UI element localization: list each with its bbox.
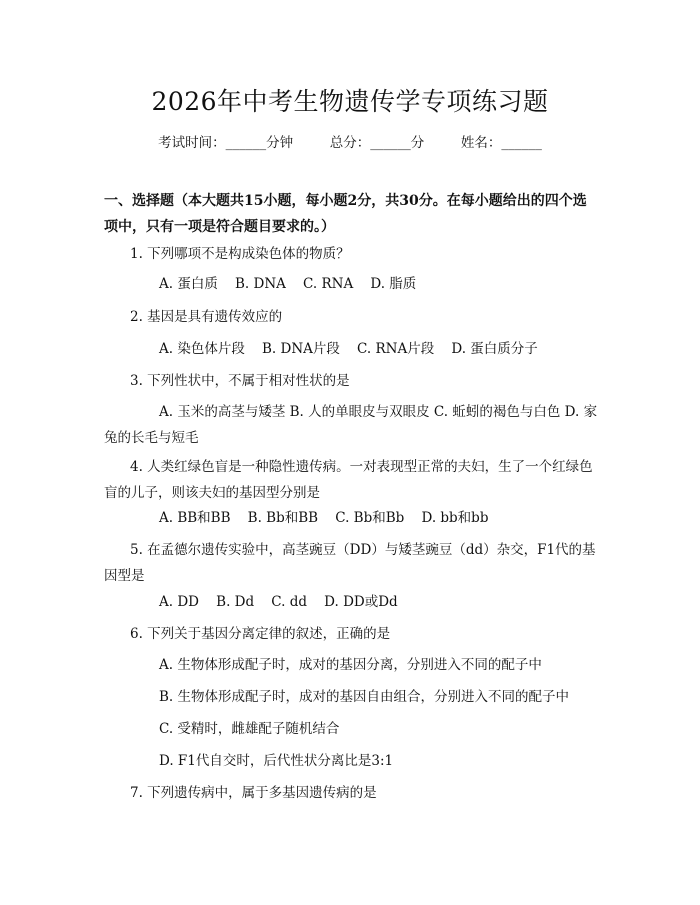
total-score: 总分：______分 (329, 135, 425, 151)
section-heading-line2: 项中，只有一项是符合题目要求的。） (104, 219, 335, 235)
exam-meta (0, 131, 700, 151)
exam-time: 考试时间：______分钟 (158, 135, 294, 151)
question-6-option-d: D. F1代自交时，后代性状分离比是3:1 (159, 753, 394, 769)
question-6-option-a: A. 生物体形成配子时，成对的基因分离，分别进入不同的配子中 (159, 657, 542, 673)
question-2: 2. 基因是具有遗传效应的 (130, 309, 283, 325)
section-heading (104, 188, 600, 240)
question-3-options: A. 玉米的高茎与矮茎 B. 人的单眼皮与双眼皮 C. 蚯蚓的褐色与白色 D. 家兔的长毛与短毛 (104, 404, 598, 446)
question-5: 5. 在孟德尔遗传实验中，高茎豌豆（DD）与矮茎豌豆（dd）杂交，F1代的基因型是 (104, 542, 596, 584)
question-5-options: A. DD B. Dd C. dd D. DD或Dd (159, 594, 398, 610)
question-7: 7. 下列遗传病中，属于多基因遗传病的是 (130, 785, 377, 801)
question-6: 6. 下列关于基因分离定律的叙述，正确的是 (130, 626, 391, 642)
question-4: 4. 人类红绿色盲是一种隐性遗传病。一对表现型正常的夫妇，生了一个红绿色盲的儿子，则该夫妇的基因型分别是 (104, 459, 593, 501)
question-2-options: A. 染色体片段 B. DNA片段 C. RNA片段 D. 蛋白质分子 (159, 341, 538, 357)
page-title: 2026年中考生物遗传学专项练习题 (151, 87, 549, 116)
section-heading-line1: 一、选择题（本大题共15小题，每小题2分，共30分。在每小题给出的四个选 (104, 193, 587, 209)
question-6-option-c: C. 受精时，雌雄配子随机结合 (159, 721, 340, 737)
question-1-options: A. 蛋白质 B. DNA C. RNA D. 脂质 (159, 276, 417, 292)
student-name: 姓名：______ (460, 135, 542, 151)
question-1: 1. 下列哪项不是构成染色体的物质？ (130, 246, 350, 262)
question-4-options: A. BB和BB B. Bb和BB C. Bb和Bb D. bb和bb (159, 510, 489, 526)
question-6-option-b: B. 生物体形成配子时，成对的基因自由组合，分别进入不同的配子中 (159, 689, 570, 705)
question-3: 3. 下列性状中，不属于相对性状的是 (130, 373, 350, 389)
